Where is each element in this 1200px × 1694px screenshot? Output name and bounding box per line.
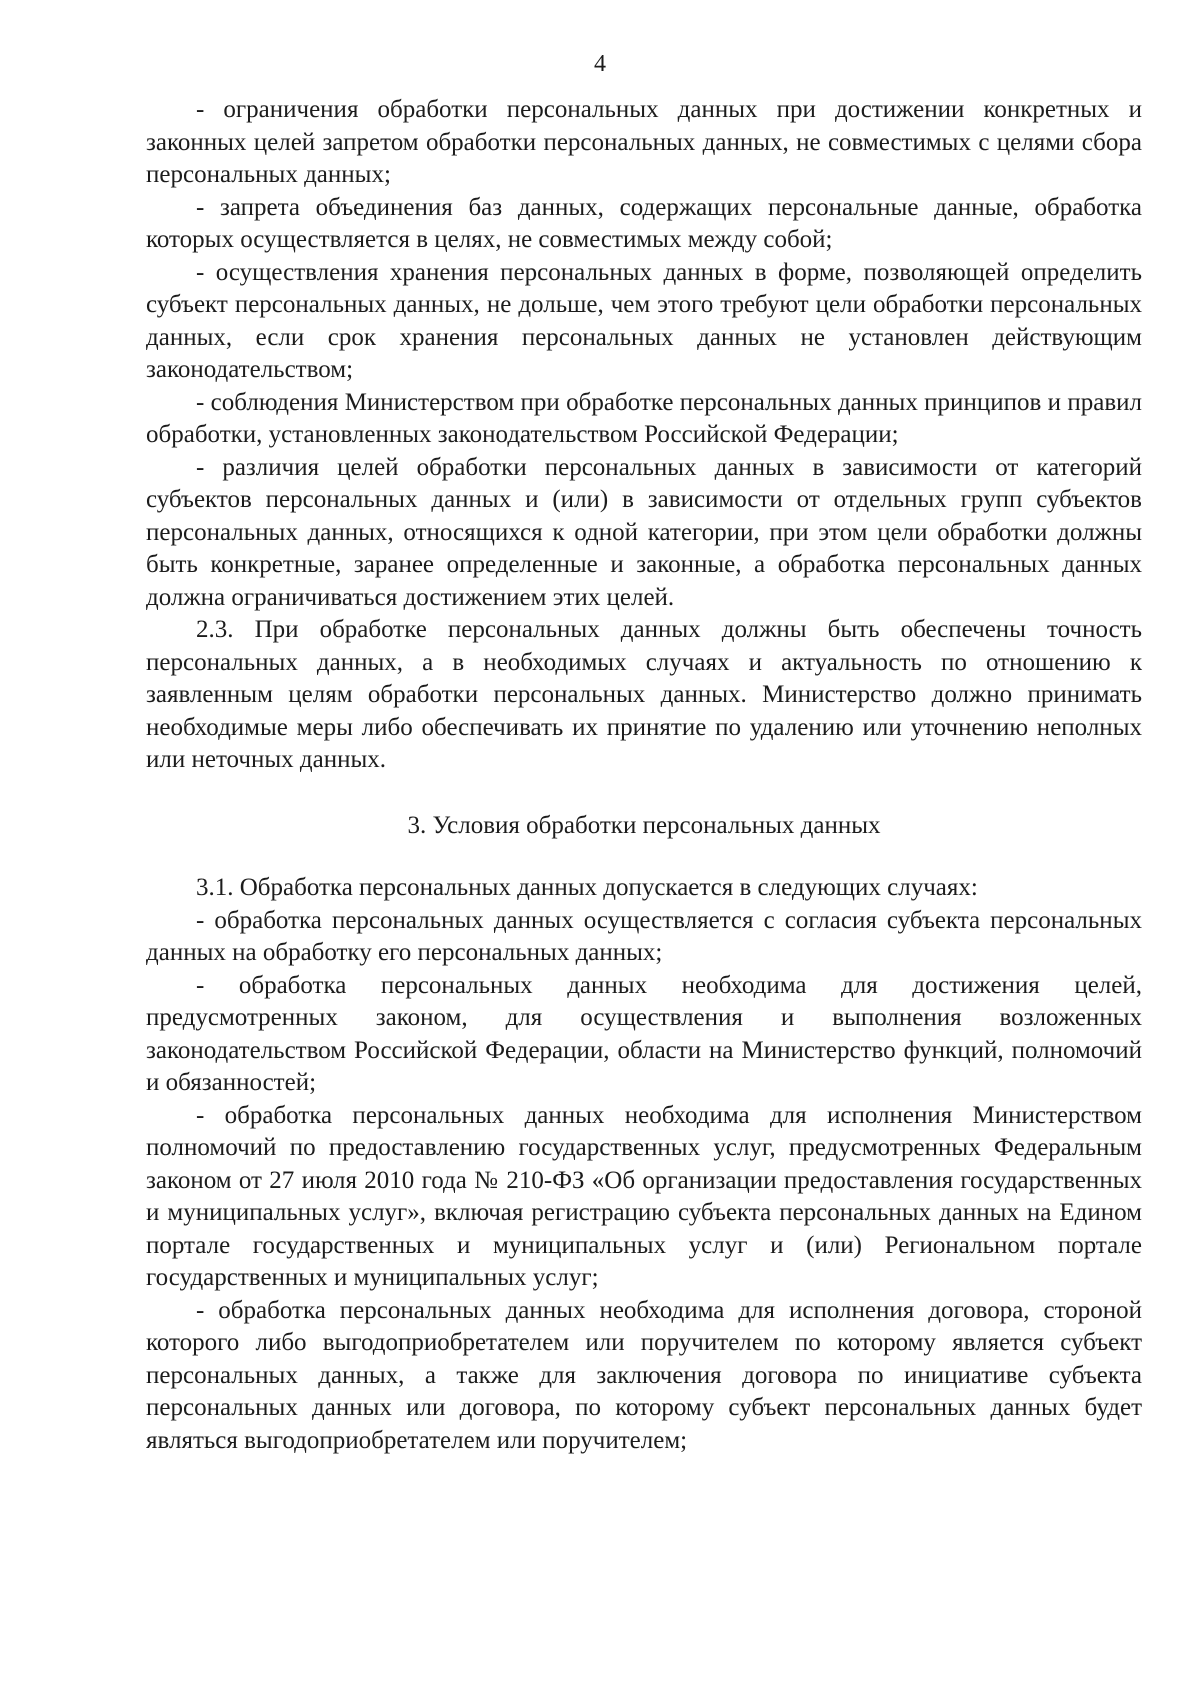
paragraph-compliance-principles: - соблюдения Министерством при обработке персональных данных принципов и правил обработки, установленных законодательством Российской Федерации; <box>146 388 1142 448</box>
paragraph-restriction-processing: - ограничения обработки персональных данных при достижении конкретных и законных целей запретом обработки персональных данных, не совместимых с целями сбора персональных данных; <box>146 96 1142 188</box>
paragraph-storage-form: - осуществления хранения персональных данных в форме, позволяющей определить субъект персональных данных, не дольше, чем этого требуют цели обработки персональных данных, если срок хранения персональных данных не установлен действующим законодательством; <box>146 258 1142 383</box>
section-heading: 3. Условия обработки персональных данных <box>407 811 881 839</box>
page-number: 4 <box>594 51 606 77</box>
paragraph-clause-2-3: 2.3. При обработке персональных данных должны быть обеспечены точность персональных данных, а в необходимых случаях и актуальность по отношению к заявленным целям обработки персональных данных. Министерство должно принимать необходимые меры либо обеспечивать их принятие по удалению или уточнению неполных или неточных данных. <box>146 616 1142 773</box>
paragraph-public-services: - обработка персональных данных необходима для исполнения Министерством полномочий по предоставлению государственных услуг, предусмотренных Федеральным законом от 27 июля 2010 года № 210-ФЗ «Об организации предоставления государственных и муниципальных услуг», включая регистрацию субъекта персональных данных на Едином портале государственных и муниципальных услуг и (или) Региональном портале государственных и муниципальных услуг; <box>146 1101 1142 1291</box>
document-body <box>146 94 1142 1457</box>
paragraph-database-merge-ban: - запрета объединения баз данных, содержащих персональные данные, обработка которых осуществляется в целях, не совместимых между собой; <box>146 193 1142 253</box>
paragraph-contract: - обработка персональных данных необходима для исполнения договора, стороной которого либо выгодоприобретателем или поручителем по которому является субъект персональных данных, а также для заключения договора по инициативе субъекта персональных данных или договора, по которому субъект персональных данных будет являться выгодоприобретателем или поручителем; <box>146 1296 1142 1454</box>
paragraph-clause-3-1: 3.1. Обработка персональных данных допускается в следующих случаях: <box>196 874 978 901</box>
paragraph-consent: - обработка персональных данных осуществляется с согласия субъекта персональных данных на обработку его персональных данных; <box>146 906 1142 966</box>
paragraph-purpose-differences: - различия целей обработки персональных данных в зависимости от категорий субъектов персональных данных и (или) в зависимости от отдельных групп субъектов персональных данных, относящихся к одной категории, при этом цели обработки должны быть конкретные, заранее определенные и законные, а обработка персональных данных должна ограничиваться достижением этих целей. <box>146 453 1142 611</box>
paragraph-legal-purposes: - обработка персональных данных необходима для достижения целей, предусмотренных законом, для осуществления и выполнения возложенных законодательством Российской Федерации, области на Министерство функций, полномочий и обязанностей; <box>146 971 1142 1096</box>
